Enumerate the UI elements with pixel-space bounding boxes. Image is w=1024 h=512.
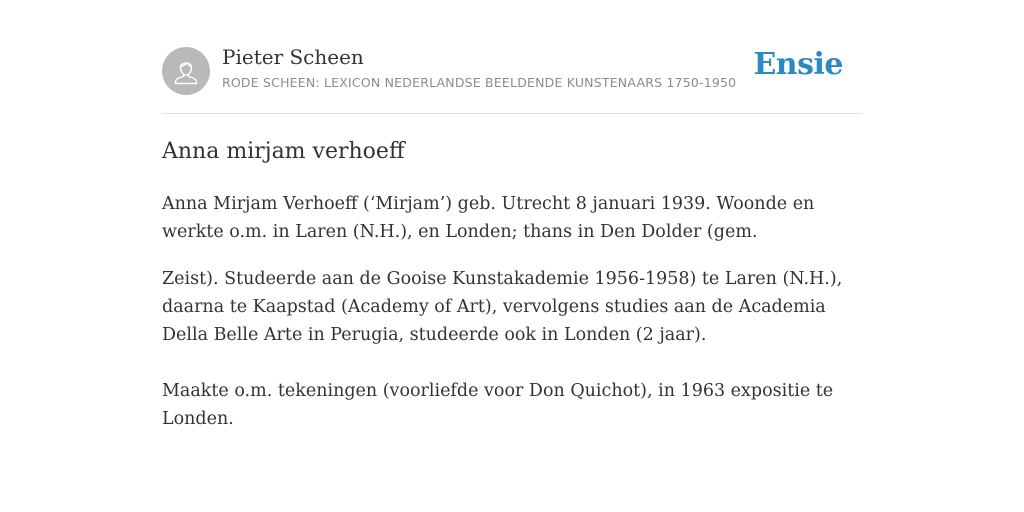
entry-paragraph: Zeist). Studeerde aan de Gooise Kunstakademie 1956-1958) te Laren (N.H.), daarna te Kaapstad (Academy of Art), vervolgens studies aan de Academia Della Belle Arte in Perugia, studeerde ook in Londen (2 jaar). xyxy=(162,269,843,345)
entry-title: Anna mirjam verhoeff xyxy=(162,139,405,164)
entry-article xyxy=(162,136,862,433)
ensie-logo[interactable]: Ensie xyxy=(753,47,843,82)
entry-paragraph: Maakte o.m. tekeningen (voorliefde voor Don Quichot), in 1963 expositie te Londen. xyxy=(162,381,834,429)
entry-card xyxy=(162,0,862,429)
user-silhouette-icon xyxy=(162,47,210,95)
author-avatar[interactable] xyxy=(162,47,210,95)
source-lexicon[interactable]: RODE SCHEEN: LEXICON NEDERLANDSE BEELDENDE KUNSTENAARS 1750-1950 xyxy=(222,75,737,90)
entry-header xyxy=(162,0,862,114)
author-name[interactable]: Pieter Scheen xyxy=(222,45,364,69)
entry-paragraph: Anna Mirjam Verhoeff (‘Mirjam’) geb. Utrecht 8 januari 1939. Woonde en werkte o.m. in Laren (N.H.), en Londen; thans in Den Dolder (gem. xyxy=(162,194,815,242)
